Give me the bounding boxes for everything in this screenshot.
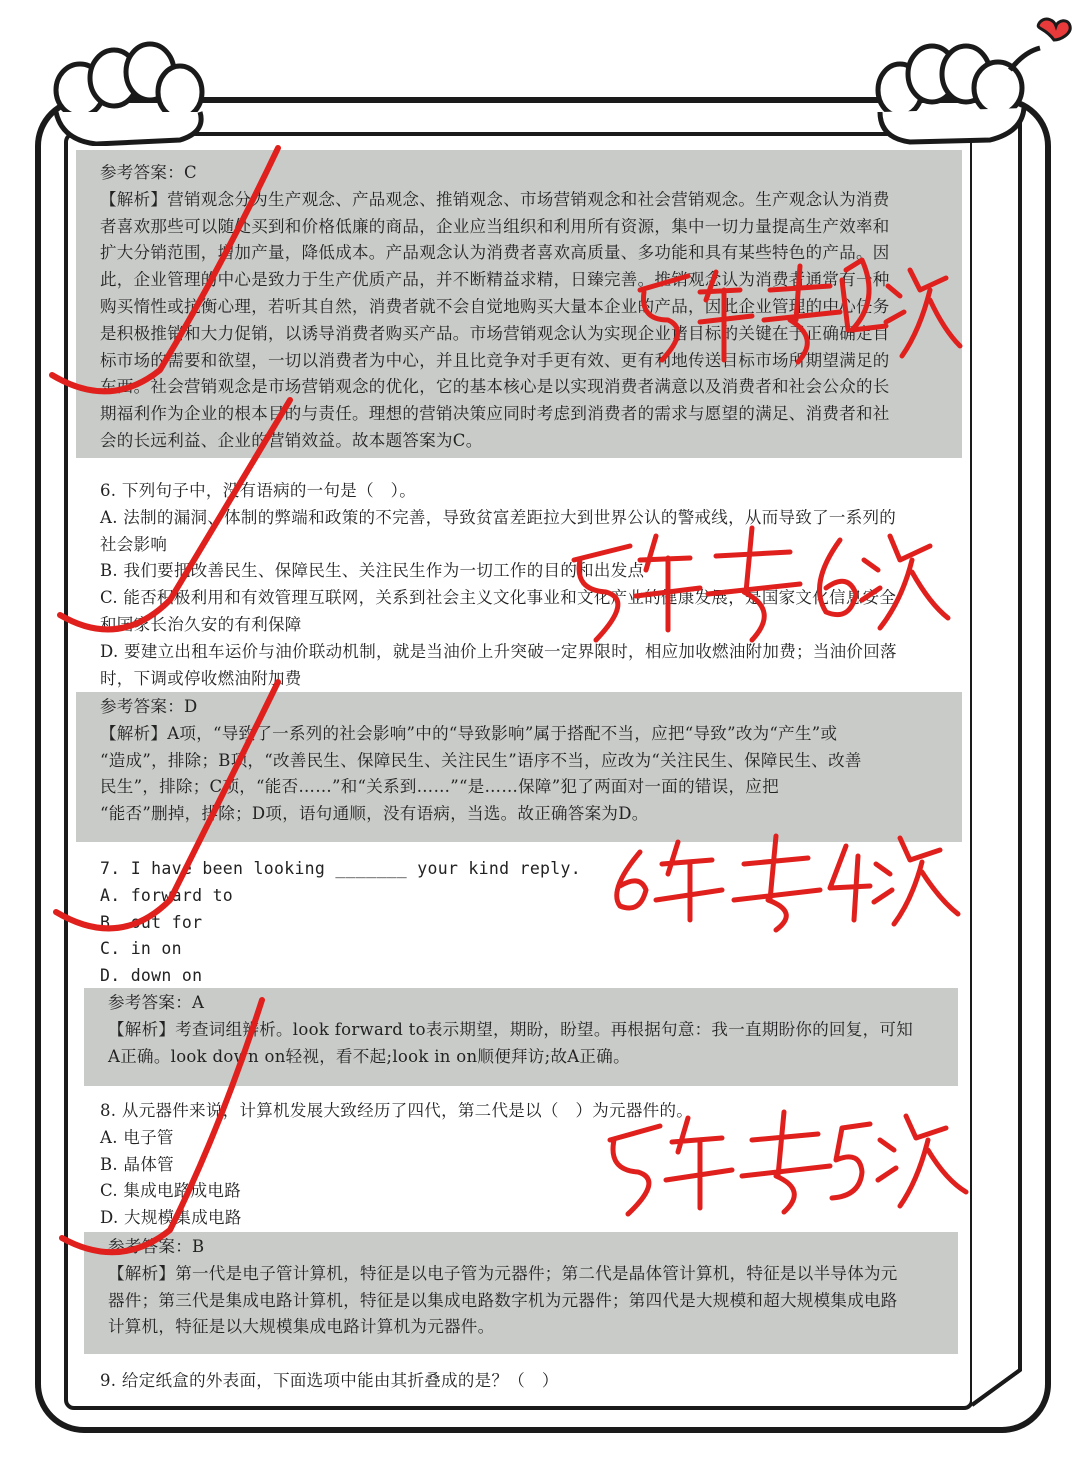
option-line: B. out for [100, 912, 203, 932]
option-line: B. 晶体管 [100, 1154, 174, 1174]
option-line: A. 电子管 [100, 1127, 174, 1147]
option-line: D. 大规模集成电路 [100, 1208, 242, 1228]
q7-question-block [76, 856, 962, 990]
q8-answer-block [84, 1232, 958, 1354]
analysis-line: 【解析】考查词组辨析。look forward to表示期望，期盼，盼望。再根据句意：我一直期盼你的回复，可知 [108, 1019, 914, 1039]
right-hand-icon [878, 46, 1040, 142]
option-line: 社会影响 [100, 534, 168, 554]
question-text: 9. 给定纸盒的外表面，下面选项中能由其折叠成的是？（ ） [100, 1371, 559, 1390]
q6-answer-block [76, 692, 962, 842]
analysis-line: 东西。社会营销观念是市场营销观念的优化，它的基本核心是以实现消费者满意以及消费者和社会公众的长 [100, 377, 890, 397]
analysis-line: 购买惰性或抗衡心理，若听其自然，消费者就不会自觉地购买大量本企业的产品，因此企业管理的中心任务 [100, 296, 890, 316]
q5-answer-block [76, 150, 962, 458]
analysis-line: 是积极推销和大力促销，以诱导消费者购买产品。市场营销观念认为实现企业诸目标的关键在于正确确定目 [100, 323, 890, 343]
option-line: 和国家长治久安的有利保障 [100, 614, 302, 634]
analysis-line: 民生”，排除；C项，“能否……”和“关系到……”“是……保障”犯了两面对一面的错误，应把 [100, 777, 779, 797]
analysis-line: 此，企业管理的中心是致力于生产优质产品，并不断精益求精，日臻完善。推销观念认为消费者通常有一种 [100, 270, 890, 290]
analysis-line: “造成”，排除；B项，“改善民生、保障民生、关注民生”语序不当，应改为“关注民生、保障民生、改善 [100, 750, 862, 770]
q7-answer-block [84, 988, 958, 1086]
question-text: 6. 下列句子中，没有语病的一句是（ ）。 [100, 481, 417, 500]
left-hand-icon [56, 44, 202, 144]
q8-question-block [76, 1098, 962, 1232]
option-line: C. 集成电路成电路 [100, 1181, 242, 1201]
document-page [76, 146, 962, 1396]
q9-question-block [76, 1368, 962, 1395]
question-text: 7. I have been looking _______ your kind reply. [100, 859, 581, 878]
option-line: C. 能否积极利用和有效管理互联网，关系到社会主义文化事业和文化产业的健康发展，是国家文化信息安全 [100, 588, 897, 608]
option-line: B. 我们要把改善民生、保障民生、关注民生作为一切工作的目的和出发点 [100, 561, 645, 581]
analysis-line: 【解析】A项，“导致了一系列的社会影响”中的“导致影响”属于搭配不当，应把“导致”改为“产生”或 [100, 723, 838, 743]
option-line: C. in on [100, 939, 182, 959]
analysis-line: 者喜欢那些可以随处买到和价格低廉的商品，企业应当组织和利用所有资源，集中一切力量提高生产效率和 [100, 216, 890, 236]
q6-question-block [76, 478, 962, 692]
analysis-line: 会的长远利益、企业的营销效益。故本题答案为C。 [100, 430, 483, 450]
analysis-line: 扩大分销范围，增加产量，降低成本。产品观念认为消费者喜欢高质量、多功能和具有某些特色的产品。因 [100, 243, 890, 263]
analysis-line: 标市场的需要和欲望，一切以消费者为中心，并且比竞争对手更有效、更有利地传送目标市场所期望满足的 [100, 350, 890, 370]
option-line: A. 法制的漏洞、体制的弊端和政策的不完善，导致贫富差距拉大到世界公认的警戒线，从而导致了一系列的 [100, 507, 897, 527]
analysis-line: “能否”删掉，排除；D项，语句通顺，没有语病，当选。故正确答案为D。 [100, 804, 649, 824]
option-line: D. 要建立出租车运价与油价联动机制，就是当油价上升突破一定界限时，相应加收燃油附加费；当油价回落 [100, 641, 897, 661]
analysis-line: A正确。look down on轻视，看不起;look in on顺便拜访;故A正确。 [108, 1046, 630, 1066]
option-line: 时，下调或停收燃油附加费 [100, 668, 302, 688]
question-text: 8. 从元器件来说，计算机发展大致经历了四代，第二代是以（ ）为元器件的。 [100, 1101, 694, 1120]
answer-label: 参考答案：B [108, 1237, 205, 1256]
answer-label: 参考答案：A [108, 993, 205, 1012]
analysis-line: 期福利作为企业的根本目的与责任。理想的营销决策应同时考虑到消费者的需求与愿望的满足、消费者和社 [100, 404, 890, 424]
option-line: A. forward to [100, 885, 234, 905]
analysis-line: 器件；第三代是集成电路计算机，特征是以集成电路数字机为元器件；第四代是大规模和超大规模集成电路 [108, 1290, 898, 1310]
analysis-line: 【解析】营销观念分为生产观念、产品观念、推销观念、市场营销观念和社会营销观念。生产观念认为消费 [100, 189, 890, 209]
analysis-line: 计算机，特征是以大规模集成电路计算机为元器件。 [108, 1317, 495, 1337]
analysis-line: 【解析】第一代是电子管计算机，特征是以电子管为元器件；第二代是晶体管计算机，特征是以半导体为元 [108, 1263, 898, 1283]
answer-label: 参考答案：C [100, 163, 197, 182]
heart-icon [1038, 19, 1070, 40]
answer-label: 参考答案：D [100, 697, 198, 716]
option-line: D. down on [100, 966, 203, 986]
